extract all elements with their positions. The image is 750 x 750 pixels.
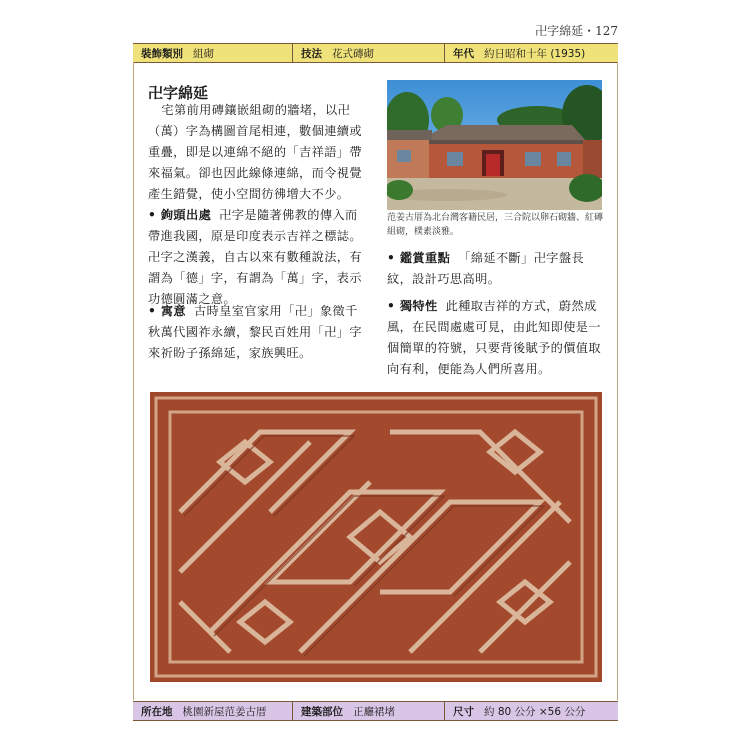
info-footer-bar xyxy=(133,701,618,721)
era-cell xyxy=(445,44,618,62)
part-cell xyxy=(293,702,445,720)
location-cell xyxy=(133,702,293,720)
uniqueness-paragraph xyxy=(387,296,609,380)
era-key: 年代 xyxy=(453,47,474,60)
uniqueness-lead: • 獨特性 xyxy=(387,299,438,313)
era-value: 約日昭和十年 (1935) xyxy=(484,47,586,60)
house-photo xyxy=(387,80,602,210)
technique-key: 技法 xyxy=(301,47,322,60)
brick-wall-photo xyxy=(150,392,602,682)
origin-text: 卍字是隨著佛教的傳入而帶進我國，原是印度表示吉祥之標誌。卍字之漢義，自古以來有數種說法，有謂為「德」字，有謂為「萬」字，表示功德圓滿之意。 xyxy=(148,208,362,306)
origin-paragraph xyxy=(148,205,370,310)
photo-caption: 范姜古厝為北台灣客籍民居，三合院以卵石砌牆、紅磚組砌，樸素淡雅。 xyxy=(387,213,604,237)
size-value: 約 80 公分 ×56 公分 xyxy=(484,705,586,718)
technique-cell xyxy=(293,44,445,62)
size-key: 尺寸 xyxy=(453,705,474,718)
article-title: 卍字綿延 xyxy=(148,84,209,102)
running-head: 卍字綿延・127 xyxy=(535,24,618,38)
technique-value: 花式磚砌 xyxy=(332,47,374,60)
part-value: 正廳裙堵 xyxy=(353,705,395,718)
meaning-lead: • 寓意 xyxy=(148,304,187,318)
part-key: 建築部位 xyxy=(301,705,343,718)
info-header-bar xyxy=(133,43,618,63)
uniqueness-text: 此種取吉祥的方式，蔚然成風，在民間處處可見，由此知即使是一個簡單的符號，只要背後賦予的價值取向有利，便能為人們所喜用。 xyxy=(387,299,601,376)
location-value: 桃園新屋范姜古厝 xyxy=(182,705,267,718)
origin-lead: • 鉤頭出處 xyxy=(148,208,212,222)
appreciation-paragraph xyxy=(387,248,609,290)
appreciation-text: 「綿延不斷」卍字盤長紋，設計巧思高明。 xyxy=(387,251,585,286)
meaning-paragraph xyxy=(148,301,370,364)
size-cell xyxy=(445,702,618,720)
location-key: 所在地 xyxy=(141,705,173,718)
category-value: 組砌 xyxy=(193,47,214,60)
appreciation-lead: • 鑑賞重點 xyxy=(387,251,451,265)
meaning-text: 古時皇室官家用「卍」象徵千秋萬代國祚永續，黎民百姓用「卍」字來祈盼子孫綿延，家族興旺。 xyxy=(148,304,362,360)
category-key: 裝飾類別 xyxy=(141,47,183,60)
intro-paragraph: 宅第前用磚鑲嵌組砌的牆堵，以卍（萬）字為構圖首尾相連，數個連續或重疊，即是以連綿不絕的「吉祥語」帶來福氣。卻也因此線條連綿，而令視覺產生錯覺，使小空間彷彿增大不少。 xyxy=(148,103,362,201)
category-cell xyxy=(133,44,293,62)
